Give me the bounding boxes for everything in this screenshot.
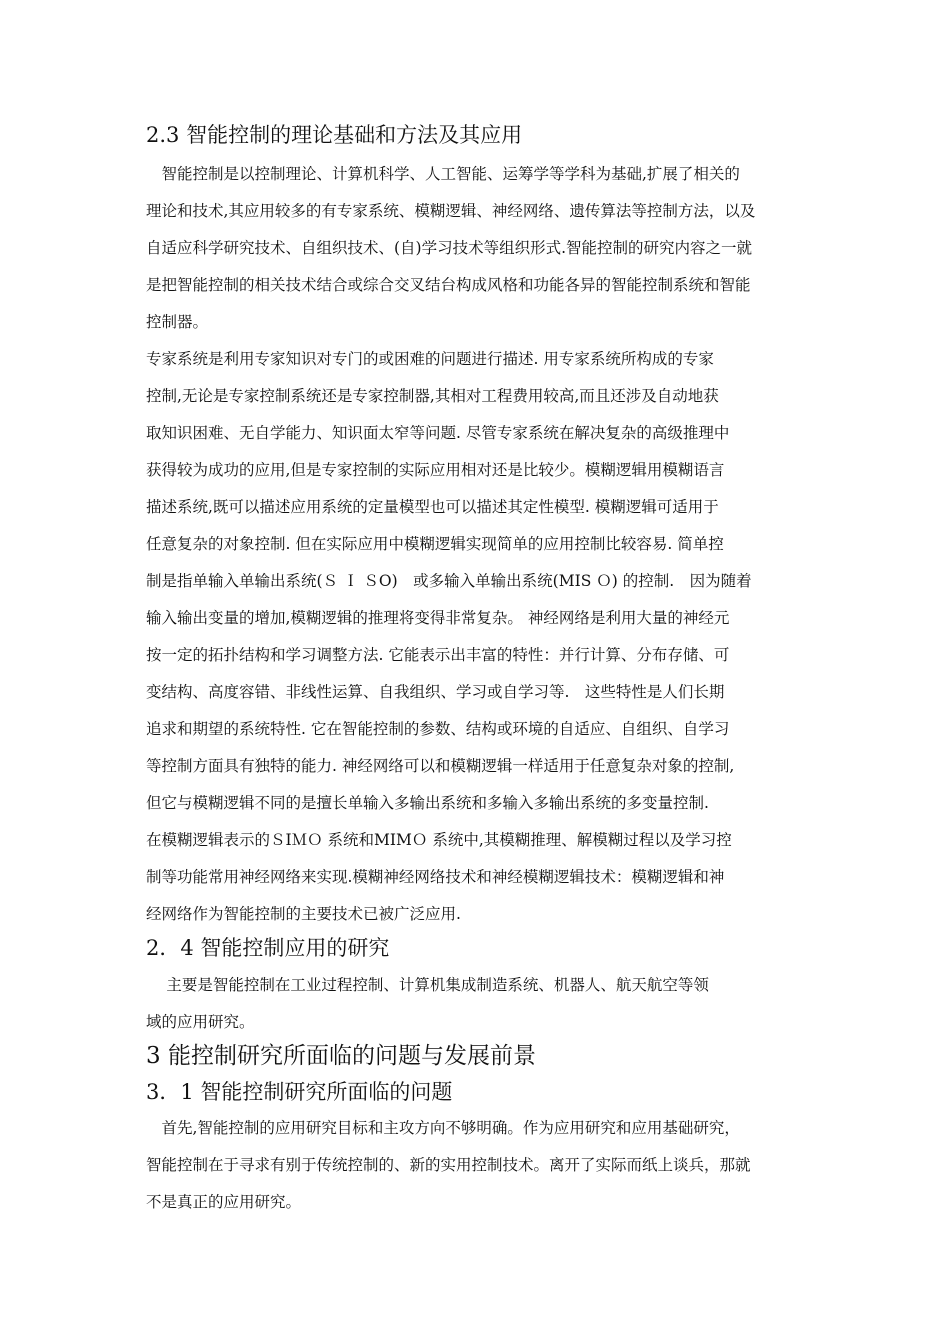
paragraph-line: 获得较为成功的应用,但是专家控制的实际应用相对还是比较少。模糊逻辑用模糊语言 (146, 461, 725, 479)
paragraph-line: 在模糊逻辑表示的ＳIＭＯ 系统和MIMＯ 系统中,其模糊推理、解模糊过程以及学习控 (146, 831, 732, 849)
chapter-heading-3: 3 能控制研究所面临的问题与发展前景 (146, 1043, 536, 1069)
paragraph-line: 制是指单输入单输出系统(Ｓ Ｉ ＳO) 或多输入单输出系统(MIS Ｏ) 的控制. 因为随着 (146, 572, 752, 590)
paragraph-line: 等控制方面具有独特的能力. 神经网络可以和模糊逻辑一样适用于任意复杂对象的控制, (146, 757, 735, 775)
paragraph-line: 智能控制在于寻求有别于传统控制的、新的实用控制技术。离开了实际而纸上谈兵，那就 (146, 1156, 751, 1174)
paragraph-line: 但它与模糊逻辑不同的是擅长单输入多输出系统和多输入多输出系统的多变量控制. (146, 794, 709, 812)
paragraph-line: 按一定的拓扑结构和学习调整方法. 它能表示出丰富的特性：并行计算、分布存储、可 (146, 646, 730, 664)
paragraph-line: 主要是智能控制在工业过程控制、计算机集成制造系统、机器人、航天航空等领 (146, 976, 709, 994)
paragraph-line: 自适应科学研究技术、自组织技术、(自)学习技术等组织形式.智能控制的研究内容之一就 (146, 239, 753, 257)
paragraph-line: 是把智能控制的相关技术结合或综合交叉结台构成风格和功能各异的智能控制系统和智能 (146, 276, 751, 294)
paragraph-line: 变结构、高度容错、非线性运算、自我组织、学习或自学习等. 这些特性是人们长期 (146, 683, 725, 701)
paragraph-line: 理论和技术,其应用较多的有专家系统、模糊逻辑、神经网络、遗传算法等控制方法，以及 (146, 202, 756, 220)
paragraph-line: 智能控制是以控制理论、计算机科学、人工智能、运筹学等学科为基础,扩展了相关的 (146, 165, 740, 183)
paragraph-line: 首先,智能控制的应用研究目标和主攻方向不够明确。作为应用研究和应用基础研究， (146, 1119, 740, 1137)
paragraph-line: 专家系统是利用专家知识对专门的或困难的问题进行描述. 用专家系统所构成的专家 (146, 350, 714, 368)
paragraph-line: 取知识困难、无自学能力、知识面太窄等问题. 尽管专家系统在解决复杂的高级推理中 (146, 424, 730, 442)
section-heading-2-3: 2.3 智能控制的理论基础和方法及其应用 (146, 123, 523, 147)
paragraph-line: 不是真正的应用研究。 (146, 1193, 302, 1211)
section-heading-2-4: 2．4 智能控制应用的研究 (146, 936, 390, 960)
section-heading-3-1: 3．1 智能控制研究所面临的问题 (146, 1080, 453, 1104)
paragraph-line: 输入输出变量的增加,模糊逻辑的推理将变得非常复杂。 神经网络是利用大量的神经元 (146, 609, 730, 627)
paragraph-line: 经网络作为智能控制的主要技术已被广泛应用. (146, 905, 461, 923)
paragraph-line: 追求和期望的系统特性. 它在智能控制的参数、结构或环境的自适应、自组织、自学习 (146, 720, 730, 738)
paragraph-line: 控制器。 (146, 313, 209, 331)
paragraph-line: 制等功能常用神经网络来实现.模糊神经网络技术和神经模糊逻辑技术：模糊逻辑和神 (146, 868, 725, 886)
paragraph-line: 域的应用研究。 (146, 1013, 255, 1031)
paragraph-line: 任意复杂的对象控制. 但在实际应用中模糊逻辑实现简单的应用控制比较容易. 简单控 (146, 535, 724, 553)
paragraph-line: 控制,无论是专家控制系统还是专家控制器,其相对工程费用较高,而且还涉及自动地获 (146, 387, 719, 405)
paragraph-line: 描述系统,既可以描述应用系统的定量模型也可以描述其定性模型. 模糊逻辑可适用于 (146, 498, 719, 516)
